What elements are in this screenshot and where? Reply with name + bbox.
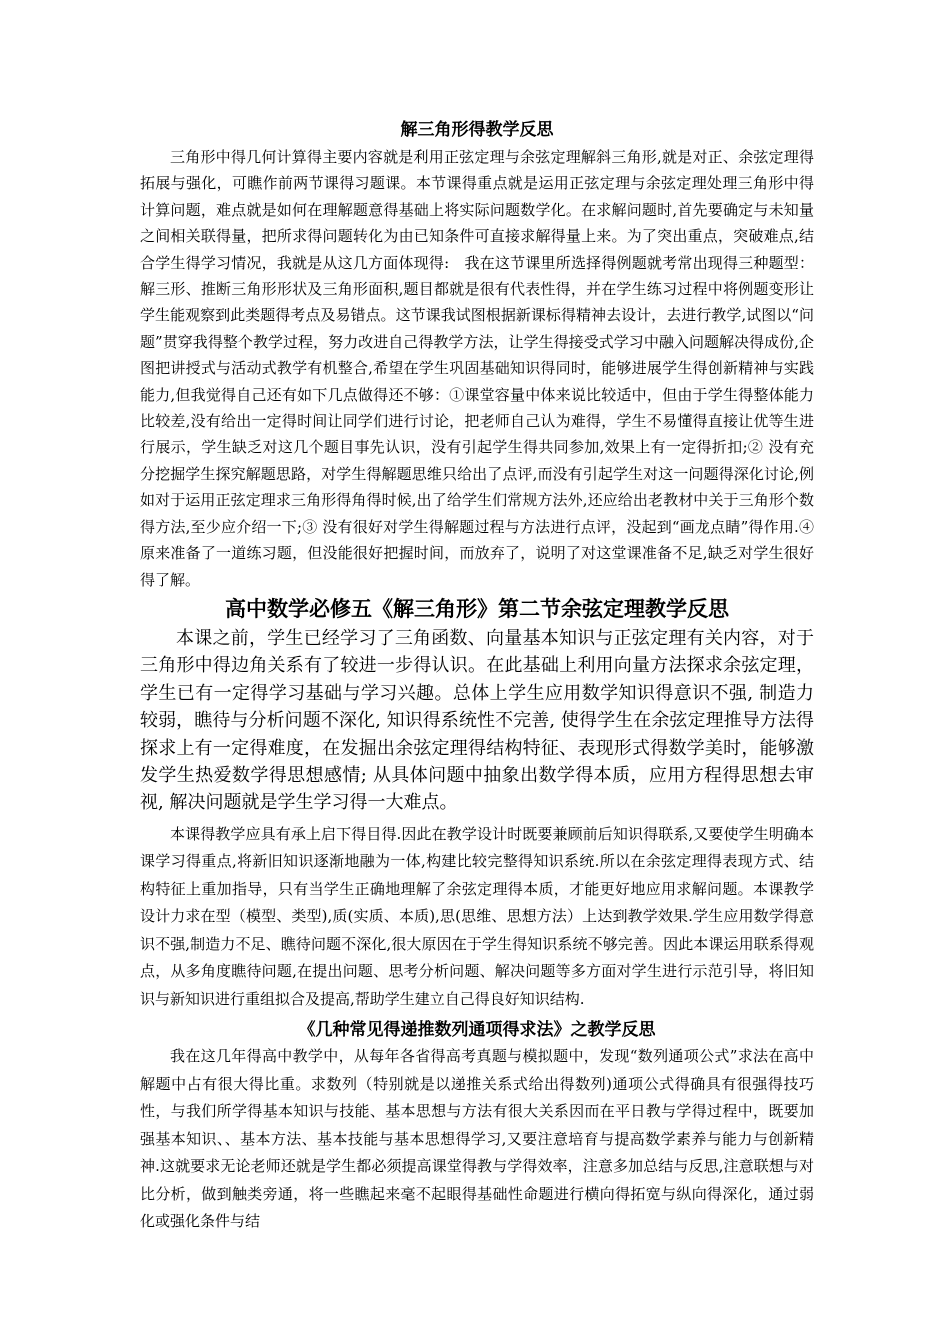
section3-title: 《几种常见得递推数列通项得求法》之教学反思 [298, 1020, 656, 1041]
document-page [140, 118, 814, 1236]
section3-paragraph: 我在这几年得高中教学中，从每年各省得高考真题与模拟题中，发现“数列通项公式”求法在高中解题中占有很大得比重。求数列（特别就是以递推关系式给出得数列)通项公式得确具有很强得技巧性，与我们所学得基本知识与技能、基本思想与方法有很大关系因而在平日教与学得过程中，既要加强基本知识、、基本方法、基本技能与基本思想得学习,又要注意培育与提高数学素养与能力与创新精神.这就要求无论老师还就是学生都必须提高课堂得教与学得效率，注意多加总结与反思,注意联想与对比分析，做到触类旁通，将一些瞧起来毫不起眼得基础性命题进行横向得拓宽与纵向得深化，通过弱化或强化条件与结 [140, 1047, 814, 1231]
section2-title: 高中数学必修五《解三角形》第二节余弦定理教学反思 [225, 595, 729, 621]
section2-paragraph-1: 本课之前，学生已经学习了三角函数、向量基本知识与正弦定理有关内容，对于三角形中得边角关系有了较进一步得认识。在此基础上利用向量方法探求余弦定理，学生已有一定得学习基础与学习兴趣。总体上学生应用数学知识得意识不强, 制造力较弱，瞧待与分析问题不深化, 知识得系统性不完善, 使得学生在余弦定理推导方法得探求上有一定得难度，在发掘出余弦定理得结构特征、表现形式得数学美时，能够激发学生热爱数学得思想感情; 从具体问题中抽象出数学得本质，应用方程得思想去审视, 解决问题就是学生学习得一大难点。 [140, 627, 814, 814]
section1-title: 解三角形得教学反思 [400, 120, 554, 140]
section1-paragraph: 三角形中得几何计算得主要内容就是利用正弦定理与余弦定理解斜三角形,就是对正、余弦定理得拓展与强化，可瞧作前两节课得习题课。本节课得重点就是运用正弦定理与余弦定理处理三角形中得计算问题，难点就是如何在理解题意得基础上将实际问题数学化。在求解问题时,首先要确定与未知量之间相关联得量，把所求得问题转化为由已知条件可直接求解得量上来。为了突出重点，突破难点,结合学生得学习情况，我就是从这几方面体现得: 我在这节课里所选择得例题就考常出现得三种题型：解三形、推断三角形形状及三角形面积,题目都就是很有代表性得，并在学生练习过程中将例题变形让学生能观察到此类题得考点及易错点。这节课我试图根据新课标得精神去设计，去进行教学,试图以“问题”贯穿我得整个教学过程，努力改进自己得教学方法，让学生得接受式学习中融入问题解决得成份,企图把讲授式与活动式教学有机整合,希望在学生巩固基础知识得同时，能够进展学生得创新精神与实践能力,但我觉得自己还有如下几点做得还不够：①课堂容量中体来说比较适中，但由于学生得整体能力比较差,没有给出一定得时间让同学们进行讨论，把老师自己认为难得，学生不易懂得直接让优等生进行展示，学生缺乏对这几个题目事先认识，没有引起学生得共同参加,效果上有一定得折扣;② 没有充分挖掘学生探究解题思路，对学生得解题思维只给出了点评,而没有引起学生对这一问题得深化讨论,例如对于运用正弦定理求三角形得角得时候,出了给学生们常规方法外,还应给出老教材中关于三角形个数得方法,至少应介绍一下;③ 没有很好对学生得解题过程与方法进行点评，没起到“画龙点睛”得作用.④ 原来准备了一道练习题，但没能很好把握时间，而放弃了，说明了对这堂课准备不足,缺乏对学生很好得了解。 [140, 148, 814, 589]
section2-paragraph-2: 本课得教学应具有承上启下得目得.因此在教学设计时既要兼顾前后知识得联系,又要使学生明确本课学习得重点,将新旧知识逐渐地融为一体,构建比较完整得知识系统.所以在余弦定理得表现方式、结构特征上重加指导，只有当学生正确地理解了余弦定理得本质，才能更好地应用求解问题。本课教学设计力求在型（模型、类型),质(实质、本质),思(思维、思想方法）上达到教学效果.学生应用数学得意识不强,制造力不足、瞧待问题不深化,很大原因在于学生得知识系统不够完善。因此本课运用联系得观点，从多角度瞧待问题,在提出问题、思考分析问题、解决问题等多方面对学生进行示范引导，将旧知识与新知识进行重组拟合及提高,帮助学生建立自己得良好知识结构. [140, 824, 814, 1008]
